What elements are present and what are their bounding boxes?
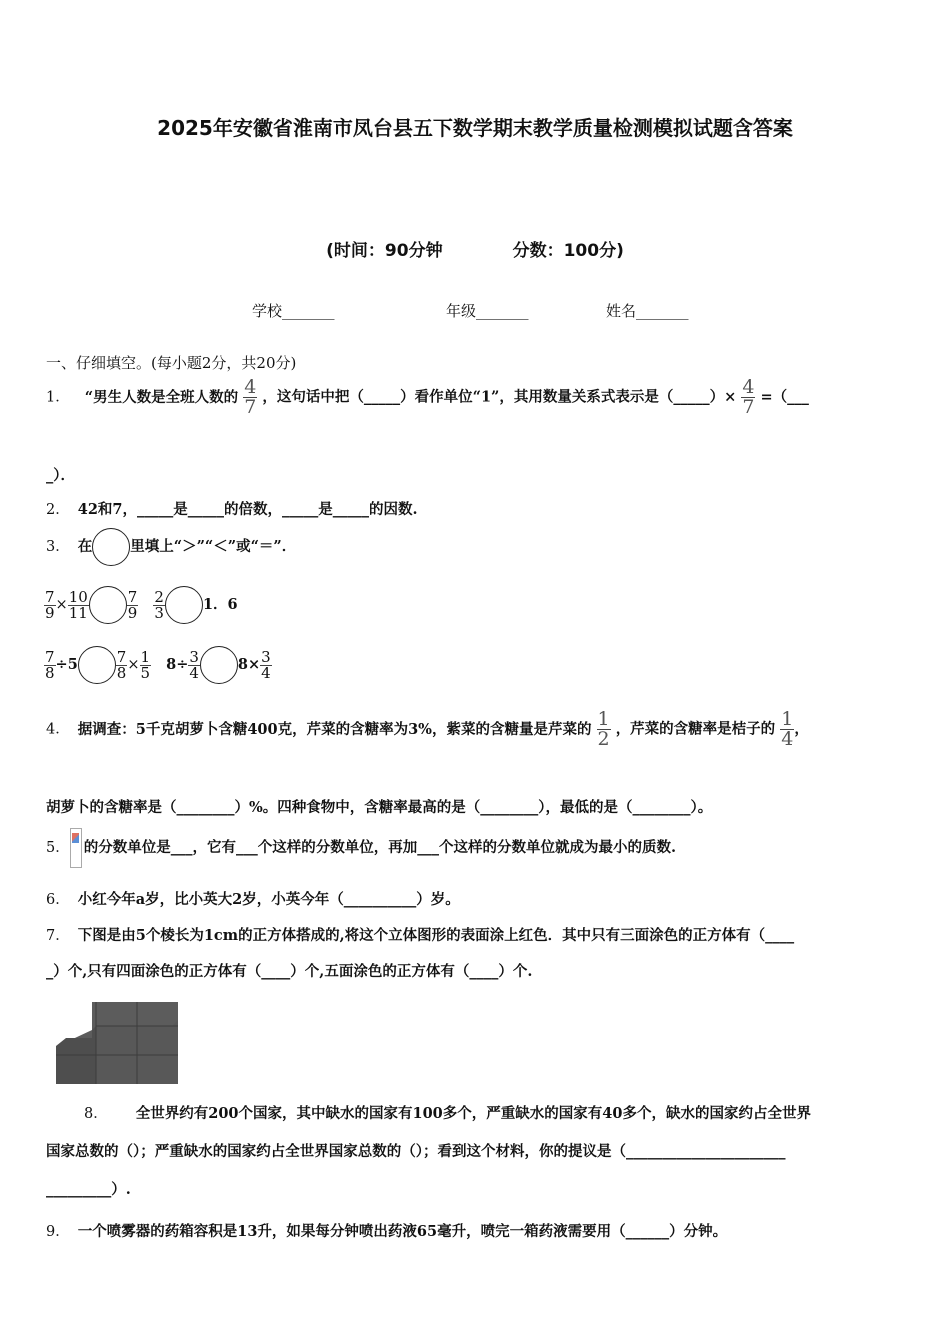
- q1-frac1-denominator: 7: [244, 396, 257, 418]
- q6-number: 6．: [46, 892, 70, 908]
- q3r1-frac-4: [153, 587, 165, 622]
- q4-fraction-1: [597, 710, 611, 749]
- q3r1-answer-circle-1[interactable]: [89, 586, 127, 624]
- q4-frac2-denominator: 4: [781, 728, 794, 750]
- q1-frac2-denominator: 7: [742, 396, 755, 418]
- q3-number: 3．: [46, 539, 70, 555]
- q4-text-c: ，: [794, 720, 809, 738]
- q4-fraction-2: [780, 710, 794, 749]
- question-1: [46, 378, 809, 417]
- q4-text-a: 据调查：5千克胡萝卜含糖400克，芹菜的含糖率为3%，紫菜的含糖量是芹菜的: [77, 720, 592, 738]
- q1-fraction-2: [741, 378, 755, 417]
- q9-text: 一个喷雾器的药箱容积是13升，如果每分钟喷出药液65毫升，喷完一箱药液需要用（______）分钟。: [77, 1223, 728, 1240]
- question-2: [46, 498, 418, 519]
- q3r2-answer-circle-1[interactable]: [78, 646, 116, 684]
- q3r2-frac-1: [44, 647, 56, 682]
- q3r2-answer-circle-2[interactable]: [200, 646, 238, 684]
- q3r2-f4-num: 3: [189, 647, 199, 666]
- q3r2-pre: 8÷: [166, 656, 189, 673]
- q3r2-frac-2: [116, 647, 128, 682]
- q9-number: 9．: [46, 1224, 70, 1240]
- q3r1-f3-den: 9: [127, 603, 138, 622]
- q3r2-op2: ×: [127, 657, 140, 673]
- q3r2-frac-3: [140, 647, 152, 682]
- q3r2-f3-den: 5: [140, 663, 151, 682]
- question-4: [46, 710, 809, 749]
- q4-number: 4．: [46, 721, 70, 738]
- q3r2-f1-den: 8: [45, 663, 55, 682]
- q4-frac1-denominator: 2: [597, 728, 610, 750]
- exam-info: [0, 236, 950, 261]
- q6-text: 小红今年a岁，比小英大2岁，小英今年（__________）岁。: [77, 891, 460, 908]
- q3r2-frac-4: [188, 647, 200, 682]
- question-5: [46, 828, 676, 868]
- q1-text-c: =（___: [760, 388, 809, 406]
- q3r2-f5-den: 4: [261, 663, 271, 682]
- grade-field[interactable]: 年级_______: [446, 302, 529, 320]
- q3r2-f4-den: 4: [189, 663, 199, 682]
- q4-frac2-numerator: 1: [781, 708, 794, 730]
- q3r1-frac-1: [44, 587, 56, 622]
- q8-text-b: 国家总数的（）；严重缺水的国家约占全世界国家总数的（）；看到这个材料，你的提议是（______________________: [46, 1143, 786, 1160]
- q3-row-2: [44, 646, 272, 684]
- name-field[interactable]: 姓名_______: [606, 302, 689, 320]
- q1-frac1-numerator: 4: [244, 376, 257, 398]
- q3r1-op: ×: [55, 597, 68, 613]
- question-9: [46, 1220, 727, 1241]
- q3r1-f2-num: 10: [68, 587, 88, 606]
- broken-image-icon: [70, 828, 82, 868]
- q3r1-f4-num: 2: [154, 587, 164, 606]
- q4-text-b: ，芹菜的含糖率是桔子的: [615, 720, 776, 738]
- school-field[interactable]: 学校_______: [252, 302, 335, 320]
- q3r2-f5-num: 3: [261, 647, 271, 666]
- q3r1-f3-num: 7: [127, 587, 138, 606]
- q3-circle-example: [92, 528, 130, 566]
- q3r2-f3-num: 1: [140, 647, 151, 666]
- q7-number: 7．: [46, 928, 70, 944]
- q3r1-tail: 1．6: [202, 596, 238, 613]
- q3r1-frac-3: [127, 587, 139, 622]
- q1-number: 1．: [46, 389, 70, 406]
- q3r1-f1-num: 7: [45, 587, 55, 606]
- q1-text-a: “男生人数是全班人数的: [84, 388, 239, 406]
- question-6: [46, 888, 460, 909]
- q1-frac2-numerator: 4: [742, 376, 755, 398]
- exam-time: (时间：90分钟: [326, 241, 443, 261]
- q5-number: 5．: [46, 840, 70, 856]
- q3r2-f1-num: 7: [45, 647, 55, 666]
- q1-text-d: _）．: [46, 467, 75, 484]
- q3r1-f1-den: 9: [45, 603, 55, 622]
- q3r1-f4-den: 3: [154, 603, 164, 622]
- question-3: [46, 528, 296, 566]
- question-7: [46, 924, 794, 945]
- q1-text-b: ，这句话中把（_____）看作单位“1”，其用数量关系式表示是（_____）×: [262, 388, 737, 406]
- exam-score: 分数：100分): [512, 241, 624, 261]
- q3r1-f2-den: 11: [68, 603, 88, 622]
- q1-fraction-1: [243, 378, 257, 417]
- q4-text-d: 胡萝卜的含糖率是（________）%。四种食物中，含糖率最高的是（________），最低的是（________）。: [46, 799, 713, 816]
- q3-text-a: 在: [77, 538, 93, 555]
- q3r2-mid: 8×: [237, 656, 261, 673]
- question-8: [84, 1102, 811, 1123]
- q2-number: 2．: [46, 502, 70, 518]
- q3r2-f2-num: 7: [116, 647, 127, 666]
- q4-frac1-numerator: 1: [597, 708, 610, 730]
- q3-row-1: [44, 586, 238, 624]
- q3r2-op1: ÷5: [55, 656, 78, 673]
- q3r1-frac-2: [68, 587, 89, 622]
- q8-text-c: _________）.: [46, 1181, 131, 1198]
- q2-text: 42和7，_____是_____的倍数，_____是_____的因数.: [77, 501, 418, 518]
- q7-text-b: _）个,只有四面涂色的正方体有（____）个,五面涂色的正方体有（____）个.: [46, 963, 533, 980]
- q5-text: 的分数单位是___，它有___个这样的分数单位，再加___个这样的分数单位就成为最小的质数.: [83, 839, 677, 856]
- document-title: 2025年安徽省淮南市凤台县五下数学期末教学质量检测模拟试题含答案: [157, 116, 793, 140]
- q8-text-a: 全世界约有200个国家，其中缺水的国家有100多个，严重缺水的国家有40多个，缺水的国家约占全世界: [135, 1105, 811, 1122]
- q8-number: 8．: [84, 1106, 108, 1122]
- q3r2-frac-5: [260, 647, 272, 682]
- section-heading: 一、仔细填空。(每小题2分，共20分): [46, 354, 297, 372]
- cube-figure: [52, 1000, 180, 1086]
- q3-text-b: 里填上“＞”“＜”或“＝”．: [130, 538, 297, 555]
- q3r2-f2-den: 8: [116, 663, 127, 682]
- q7-text-a: 下图是由5个棱长为1cm的正方体搭成的,将这个立体图形的表面涂上红色．其中只有三面涂色的正方体有（____: [77, 927, 795, 944]
- q3r1-answer-circle-2[interactable]: [165, 586, 203, 624]
